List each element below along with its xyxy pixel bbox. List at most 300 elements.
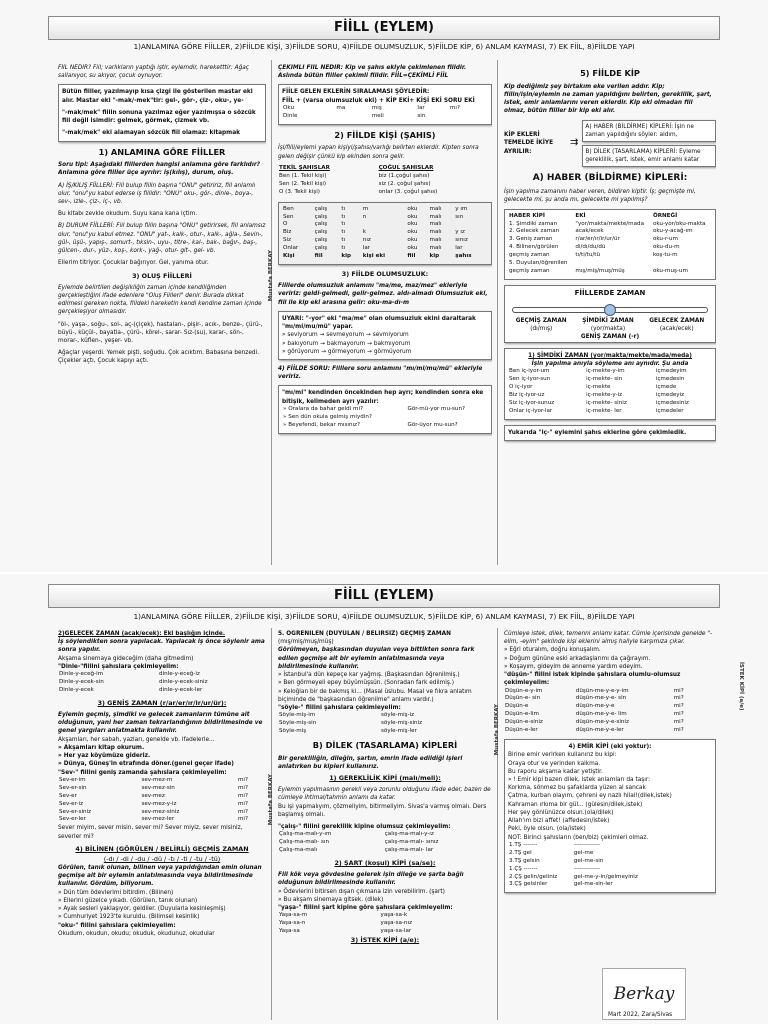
table-row: [508, 408, 712, 416]
table-cell: gel-me-y-in/gelmeyiniz: [573, 873, 638, 880]
emir-table: [508, 842, 658, 890]
table-row: [58, 785, 266, 793]
table-row: [278, 181, 492, 189]
table-cell: Düşün-e-lim: [505, 711, 539, 718]
table-cell: Sev-er-im: [59, 776, 86, 783]
table-cell: çalış: [314, 213, 328, 220]
istek-items: [504, 646, 716, 671]
list-item: » Bu akşam sinemaya gitsek. (dilek): [278, 896, 384, 903]
list-item: » İstanbul'a dün kepeçe kar yağmış. (Başkasından öğrenilmiş.): [278, 672, 460, 679]
table-cell: meli: [371, 112, 384, 119]
table-row: [278, 712, 492, 720]
table-cell: [407, 414, 488, 422]
table-cell: çalış-ma-malı- sınız: [384, 839, 439, 846]
example-text: Ağaçlar yeşerdi. Yemek pişti, soğudu. Çok acıktım. Babasına benzedi. Çiçekler açtı, Çocuk kapıyı açtı.: [58, 350, 260, 365]
table-cell: oku-y-acağ-ım: [652, 228, 693, 235]
table-cell: Oku: [283, 104, 295, 111]
sira-formula: FİİL + (varsa olumsuzluk eki) + KİP EKİ+ KİŞİ EKİ SORU EKİ: [282, 97, 475, 104]
table-cell: içmedeler: [655, 408, 684, 415]
simdiki-table: [508, 368, 712, 416]
sart-table: [278, 912, 492, 936]
istek-desc: Cümleye istek, dilek, temenni anlamı katar. Cümle içerisinde genelde "-elim, -eyim" şeklinde kişi eklerini almış haliyle karşımıza çıkar.: [504, 631, 713, 646]
list-item: Peki, öyle olsun. (ola/istek): [508, 826, 586, 833]
table-cell: Söyle-miş: [279, 728, 307, 735]
olus-list: "öl-, yaşa-, soğu-, sol-, aç-(çiçek), hastalan-, pişir-, acık-, benze-, çürü-, büyü-, küçül-, bayatla-, çürü-, körel-, sarar- Sız-(su), karar-, sön-, morar-, küflen-, yeşer- vb.: [58, 321, 263, 344]
table-cell: di/dı/du/dü: [575, 244, 606, 251]
table-cell: tı: [341, 221, 346, 228]
table-row: [282, 206, 488, 214]
table-row: [508, 874, 658, 882]
soru-desc: "mı/mi" kendinden öncekinden hep ayrı; kendinden sonra eke bitişik, kelimeden ayrı yazılır:: [282, 390, 484, 405]
table-row: [278, 920, 492, 928]
ogrenilen-table: [278, 712, 492, 736]
table-cell: [449, 113, 488, 121]
genis-desc: Eylemin geçmiş, şimdiki ve gelecek zamanların tümüne ait olduğunun, yani her zaman tekrarlandığının bildirilmesinde ve genel yargıları anlatmakta kullanılır.: [58, 712, 263, 735]
section-heading: 3) OLUŞ FİİLLERİ: [132, 271, 192, 280]
table-cell: oku-r-um: [652, 236, 678, 243]
table-cell: Söyle-miş-sin: [279, 720, 317, 727]
table-cell: Sev-er-sin: [59, 784, 87, 791]
kip-left: KİP EKLERİ TEMELDE İKİYE AYRILIR:: [504, 132, 554, 155]
arrow-icon: ⇉: [570, 137, 579, 149]
p1-column-3: [504, 64, 716, 564]
section-heading: 5) FİİLDE KİP: [580, 68, 640, 78]
zaman-label-name: ŞİMDİKİ ZAMAN: [582, 318, 634, 325]
table-cell: iç-mekte-y-iz: [586, 392, 623, 399]
table-cell: oku: [407, 245, 418, 252]
table-cell: malı: [429, 237, 442, 244]
table-cell: [454, 221, 488, 229]
table-cell: mi?: [673, 703, 684, 710]
list-item: » seviyorum → sevmeyorum → sevmiyorum: [282, 332, 409, 339]
table-cell: iç-mekte- ler: [586, 408, 622, 415]
zaman-labels: [508, 317, 712, 333]
list-item: » Ayak sesleri yaklaşıyor, geldiler. (Duyularla kesinleşmiş): [58, 906, 226, 913]
istek-title: 3) İSTEK KİPİ (a/e):: [350, 936, 420, 945]
zaman-label-name: GELECEK ZAMAN: [649, 318, 705, 325]
table-row: [508, 400, 712, 408]
soru-table: [282, 406, 488, 430]
section-heading: 3) FİİLDE OLUMSUZLUK:: [341, 270, 429, 279]
table-cell: lar: [455, 245, 463, 252]
table-cell: malı: [429, 205, 442, 212]
table-cell: düşün-me-y-e- lim: [575, 711, 627, 718]
table-cell: malı: [429, 221, 442, 228]
gelecek-title: 2)GELECEK ZAMAN (acak/ecek): Eki başlığın içinde.: [58, 631, 226, 637]
table-cell: Düşün-e: [505, 703, 529, 710]
list-item: » Eğri oturalım, doğru konuşalım.: [504, 647, 601, 654]
table-row: [504, 719, 694, 727]
table-cell: Dinle: [283, 112, 298, 119]
table-cell: [652, 260, 712, 268]
page-1-toc: 1)ANLAMINA GÖRE FİİLLER, 2)FİİLDE KİŞİ, 3)FİİLDE SORU, 4)FİİLDE OLUMSUZLUK, 5)FİİLDE KİP, 6) ANLAM KAYMASI, 7) EK FİİL, 8)FİİLDE YAPI: [133, 42, 635, 51]
page-2-toc: 1)ANLAMINA GÖRE FİİLLER, 2)FİİLDE KİŞİ, 3)FİİLDE SORU, 4)FİİLDE OLUMSUZLUK, 5)FİİLDE KİP, 6) ANLAM KAYMASI, 7) EK FİİL, 8)FİİLDE YAPI: [133, 612, 635, 621]
table-cell: [362, 221, 407, 229]
table-cell: malı: [429, 229, 442, 236]
mastar-text: Bütün fiiller, yazılmayıp kısa çizgi ile gösterilen mastar eki alır. Mastar eki "-mak/-mek"tir: gel-, gör-, çiz-, oku-, ye-: [62, 89, 253, 104]
table-cell: biz (1.çoğul şahıs): [378, 172, 430, 179]
table-row: [508, 384, 712, 392]
author-tag: Mustafa BERKAY: [268, 774, 274, 826]
list-item: » Dünya, Güneş'in etrafında döner.(genel geçer ifade): [58, 761, 234, 768]
sart-desc: Fiil kök veya gövdesine gelerek işin dileğe ve şarta bağlı olduğunun bildirilmesinde kullanılır.: [278, 872, 464, 887]
table-cell: Yaşa-sa: [279, 928, 300, 935]
table-row: [508, 866, 658, 874]
table-cell: Gör-mü-yor mu-sun?: [407, 405, 465, 412]
table-row: [58, 809, 266, 817]
table-cell: söyle-miş-ler: [380, 728, 417, 735]
p2-column-1: [58, 630, 266, 1022]
table-row: [278, 831, 492, 839]
istek-table: [504, 688, 694, 736]
bilinen-desc: Görülen, tanık olunan, bilinen veya yapıldığından emin olunan geçmişe ait bir eylemin anlatılmasında veya bildirilmesinde kullanılır. Gördüm, biliyorum.: [58, 865, 262, 888]
fiil-nedir: FİİL NEDİR? Fiil; varlıkların yaptığı iştir, eylemdir, hareketttir: Ağaç sallanıyor, su akıyor, çocuk oynuyor.: [58, 65, 249, 80]
table-cell: içmedesiniz: [655, 400, 689, 407]
example-text: Bu işi yapmalıyım, çözmeliyim, bitirmeliyim. Sivas'a varmış olmalı. Ders başlamış olmalı.: [278, 803, 487, 818]
example-text: Ellerim titriyor. Çocuklar bağırıyor. Gel, yanıma otur.: [58, 260, 209, 267]
emir-box: [504, 739, 716, 893]
table-row: [282, 229, 488, 237]
table-cell: çalış: [314, 245, 328, 252]
table-cell: Siz iç-iyor-sunuz: [509, 400, 555, 407]
sira-box: [278, 84, 492, 124]
table-row: [282, 105, 488, 113]
table-cell: oku: [407, 229, 418, 236]
kip-a: A) HABER (BİLDİRME) KİPLERİ: İşin ne zaman yapıldığını söyler: aldım,: [582, 120, 716, 142]
mastar-box: [58, 84, 266, 141]
table-cell: düşün-me-y-e-siniz: [575, 719, 629, 726]
table-cell: "yor/makta/mekte/mada: [575, 220, 645, 227]
table-cell: çalış: [314, 205, 328, 212]
table-cell: mi?: [237, 792, 248, 799]
table-cell: çalış: [314, 221, 328, 228]
cekimli-fiil: ÇEKİMLİ FİİL NEDİR: Kip ve şahıs ekiyle çekimlenen fiildir. Aslında bütün fiiller çekimli fiildir. FİİL=ÇEKİMLİ FİİL: [278, 65, 467, 80]
table-row: [508, 392, 712, 400]
table-cell: sın: [455, 213, 464, 220]
section-heading: 2) FİİLDE KİŞİ (ŞAHIS): [334, 129, 436, 140]
table-row: [58, 679, 266, 687]
simdiki-title: 1) ŞİMDİKİ ZAMAN (yor/makta/mekte/mada/meda): [528, 353, 692, 360]
table-row: [282, 113, 488, 121]
table-cell: 1.ÇŞ -------: [509, 865, 538, 872]
table-cell: oku: [407, 237, 418, 244]
table-row: [508, 268, 712, 276]
table-cell: 5. Duyulan/öğrenilen: [509, 260, 568, 267]
sart-title: 2) ŞART (koşul) KİPİ (sa/se):: [334, 859, 436, 868]
table-cell: mi?: [237, 808, 248, 815]
table-row: [278, 912, 492, 920]
table-cell: lar: [362, 245, 371, 252]
table-cell: yaşa-sa-nız: [380, 920, 413, 927]
table-cell: dinle-y-ecek-siniz: [159, 679, 208, 686]
table-cell: Sev-er-iz: [59, 800, 84, 807]
table-cell: tı: [341, 205, 346, 212]
zaman-label-ek: (acak/ecek): [659, 326, 694, 333]
table-cell: Gör-üyor mu-sun?: [407, 421, 458, 428]
table-row: [278, 720, 492, 728]
ogrenilen-desc: Görülmeyen, başkasından duyulan veya bittikten sonra fark edilen geçmişe ait bir eylemin anlatılmasında veya bildirilmesinde kullanılır.: [278, 647, 475, 670]
zaman-label: [649, 317, 704, 333]
table-cell: mi?: [673, 727, 684, 734]
table-cell: 1.TŞ -------: [509, 841, 538, 848]
table-cell: Düşün-e-siniz: [505, 719, 543, 726]
simdiki-box: [504, 348, 716, 420]
list-item: Oraya otur ve yerinden kalkma.: [508, 760, 601, 767]
table-cell: tı: [341, 213, 346, 220]
kisi-desc: İşi/fiili/eylemi yapan kişiyi/şahısı/varlığı belirten eklerdir. Kipten sonra gelen değişir çünkü kip ekinden sonra gelir.: [278, 145, 479, 160]
table-row: [58, 671, 266, 679]
list-item: » Doğum gününe eski arkadaşlarımı da çağırayım.: [504, 655, 651, 662]
cekim-sub: "söyle-" fiilini şahıslara çekimleyelim:: [278, 704, 401, 711]
gereklilik-title: 1) GEREKLİLİK KİPİ (malı/meli):: [329, 774, 441, 783]
table-cell: çalış: [314, 229, 328, 236]
table-cell: nız: [362, 237, 371, 244]
table-cell: Dinle-y-ecek: [59, 686, 94, 693]
table-row: [278, 728, 492, 736]
list-item: Kahraman ırkıma bir gül... (gülesin/dilek,istek): [508, 801, 643, 808]
sira-table: [282, 105, 488, 121]
table-cell: Sev-er-ler: [59, 816, 86, 823]
th: HABER KİPİ: [509, 212, 545, 219]
table-cell: içmede: [655, 384, 677, 391]
table-cell: Düşün-e- sin: [505, 695, 541, 702]
example-text: Akşama sinemaya gideceğim (daha gitmedim): [58, 655, 194, 662]
gelecek-desc: İş söylendikten sonra yapılacak. Yapılacak iş önce söylenir ama sonra yapılır.: [58, 639, 265, 654]
table-cell: iç-mekte-y-im: [586, 368, 625, 375]
cekim-sub: "Dinle-"fiilini şahıslara çekimleyelim:: [58, 663, 179, 670]
table-cell: r/ar/er/ır/ir/ur/ür: [575, 236, 620, 243]
mastar-text: "-mak/mek" eki alamayan sözcük fiil olamaz: kitapmak: [62, 130, 240, 137]
table-cell: sınız: [455, 237, 468, 244]
genis-table: [58, 777, 266, 825]
simdiki-desc: İşin yapılma anıyla söyleme anı aynıdır. Şu anda: [531, 361, 689, 368]
th: ÇOĞUL ŞAHISLAR: [378, 164, 434, 171]
table-cell: Sen iç-iyor-sun: [509, 376, 551, 383]
table-cell: koş-tu-m: [652, 252, 678, 259]
kip-desc: Kip dediğimiz şey birtakım eke verilen addır. Kip; fiilin/işin/eylemin ne zaman yapıldığını belirten, gereklilik, şart, istek, emir anlamlarını veren eklerdir. Kip eki olmadan fiil olmaz, bütün fiiller bir kip eki alır.: [504, 83, 712, 115]
table-cell: mi?: [237, 776, 248, 783]
table-row: [504, 703, 694, 711]
table-cell: dinle-y-ecek-ler: [159, 686, 203, 693]
table-cell: düşün-me-y-e- sin: [575, 695, 627, 702]
gelecek-table: [58, 671, 266, 695]
table-cell: oku-muş-um: [652, 268, 688, 275]
table-cell: çalış-ma-malı- lar: [384, 847, 434, 854]
table-cell: geçmiş zaman: [509, 252, 550, 259]
table-cell: 3.ÇŞ gelsinler: [509, 881, 548, 888]
page-1-title: FİİLL (EYLEM): [48, 16, 720, 40]
table-cell: Dinle-y-ecek-sin: [59, 679, 104, 686]
table-cell: Dinle-y-eceğ-im: [59, 671, 104, 678]
ogrenilen-title: 5. ÖĞRENİLEN (DUYULAN / BELİRSİZ) GEÇMİŞ ZAMAN: [278, 631, 451, 637]
list-item: Her şey gönlünüzce olsun.(ola/dilek): [508, 809, 614, 816]
table-cell: sev-mez-siniz: [141, 808, 180, 815]
table-cell: Düşün-e-ler: [505, 727, 538, 734]
table-cell: 2.TŞ gel: [509, 849, 532, 856]
mastar-text: "-mak/mek" fiilin sonuna yazılmaz eğer yazılmışsa o sözcük fiil değil isimdir: gelmek, görmek, çizmek vb.: [62, 109, 256, 125]
table-cell: Sen (2. Tekil kişi): [279, 180, 327, 187]
table-cell: sev-mez-ler: [141, 816, 175, 823]
table-row: [504, 727, 694, 735]
table-cell: y ım: [455, 205, 468, 212]
col-divider: [271, 60, 272, 565]
table-cell: gel-me-sin: [573, 857, 604, 864]
table-cell: sev-mez: [141, 792, 165, 799]
table-cell: mi?: [673, 687, 684, 694]
haber-table: [508, 213, 712, 277]
list-item: Çatma, kurban olayım, çehreni ey nazlı hilal!(dilek,istek): [508, 793, 672, 800]
table-cell: siz (2. çoğul şahıs): [378, 180, 431, 187]
table-cell: mış: [371, 104, 382, 111]
table-cell: tı: [341, 229, 346, 236]
table-cell: O: [283, 221, 288, 228]
table-cell: gel-me: [573, 849, 594, 856]
table-cell: içmedeyim: [655, 368, 687, 375]
emir-title: 4) EMİR KİPİ (eki yoktur):: [568, 744, 652, 751]
table-cell: kişi eki: [362, 253, 386, 260]
table-cell: Söyle-miş-im: [279, 712, 316, 719]
table-cell: 3. Geniş zaman: [509, 236, 553, 243]
table-row: [504, 688, 694, 696]
table-row: [508, 881, 658, 889]
uyari-title: UYARI: "-yor" eki "ma/me" olan olumsuzluk ekini daraltarak "mı/mi/mu/mü" yapar.: [282, 315, 476, 331]
list-item: » Keloğlan bir de bakmış ki... (Masal üslubu. Masal ve fıkra anlatım biçiminde de "başkasından öğrenilme" anlamı vardır.): [278, 688, 472, 703]
sira-title: FİİLE GELEN EKLERİN SIRALAMASI ŞÖYLEDİR:: [282, 89, 430, 96]
table-cell: ma: [336, 104, 346, 111]
table-cell: dinle-y-eceğ-iz: [159, 671, 200, 678]
table-cell: Çalış-ma-malı- sın: [279, 839, 330, 846]
table-cell: söyle-miş-siniz: [380, 720, 423, 727]
table-row: [58, 801, 266, 809]
cekim-sub: "Sev-" fiilini geniş zamanda şahıslara çekimleyelim:: [58, 769, 227, 776]
section-heading: 3) GENİŞ ZAMAN (r/ar/er/ır/ir/ur/ür):: [97, 698, 227, 707]
page-2: [0, 574, 768, 1024]
table-row: [508, 858, 658, 866]
zaman-label-name: GEÇMİŞ ZAMAN: [515, 318, 567, 325]
table-cell: m: [362, 205, 369, 212]
table-cell: oku: [407, 221, 418, 228]
list-item: Korkma, sönmez bu şafaklarda yüzen al sancak: [508, 785, 646, 792]
table-cell: n: [362, 213, 367, 220]
table-cell: içmedesin: [655, 376, 685, 383]
table-cell: düşün-me-y-e-ler: [575, 727, 624, 734]
list-item: » Dün tüm ödevlerimi bitirdim. (Bilinen): [58, 889, 174, 896]
zaman-label: [516, 317, 567, 333]
table-cell: söyle-miş-iz: [380, 712, 415, 719]
genis-zaman: GENİŞ ZAMAN (-r): [580, 333, 640, 340]
genis-items: [58, 744, 266, 769]
table-cell: mi?: [673, 711, 684, 718]
table-cell: düşün-me-y-e: [575, 703, 615, 710]
table-cell: » Beyefendi, bekar mısınız?: [283, 421, 360, 428]
istek-side-tag: İSTEK KİPİ (a/e): [738, 662, 744, 711]
date-text: Mart 2022, Zara/Sivas: [608, 1012, 673, 1018]
list-item: » Akşamları kitap okurum.: [58, 744, 145, 751]
question-text: Soru tipi: Aşağıdaki fiillerden hangisi anlamına göre farklıdır? Anlamına göre fiiller üçe ayrılır: iş(kılış), durum, oluş.: [58, 162, 261, 177]
table-row: [282, 253, 488, 261]
table-cell: malı: [429, 245, 442, 252]
table-cell: -------------: [573, 841, 601, 848]
durum-fiilleri: B) DURUM FİİLLERİ: Fiil bulup fiilin başına "ONU" getirirsek, fiil anlamsız olur, "onu"yu kabul etmez. "ONU" yat-, kalk-, otur-, kalk-, ağla-, Sevin-, gül-, üşü-, yapış-, somurt-, tıksin-, uyu-, titre-, kal-, bak-, bağır-, baş-, gülcen-, dur-, yüz-, koş-, kork-, yağ-, otur- git-, gel- vb.: [58, 223, 266, 255]
table-cell: Sev-er-siniz: [59, 808, 92, 815]
table-row: [278, 839, 492, 847]
table-cell: mi?: [237, 784, 248, 791]
now-dot-icon: [604, 304, 616, 316]
table-cell: düşün-me-y-e-y-im: [575, 687, 629, 694]
bilinen-ek: (-dı / -di / -du / -dü / -tı / -ti / -tu / -tü): [103, 854, 221, 863]
list-item: NOT: Birinci şahısların (ben/biz) çekimleri olmaz.: [508, 834, 649, 841]
table-cell: 3.TŞ gelsin: [509, 857, 540, 864]
table-row: [58, 777, 266, 785]
page-2-title: FİİLL (EYLEM): [48, 584, 720, 608]
table-cell: Biz: [283, 229, 292, 236]
table-cell: Ben iç-iyor-um: [509, 368, 550, 375]
col-divider: [497, 628, 498, 1020]
table-cell: Yaşa-sa-m: [279, 912, 308, 919]
table-cell: fiil: [314, 253, 323, 260]
zaman-label-ek: (dı/mış): [530, 326, 553, 333]
table-cell: » Sen dün okula gelmiş miydin?: [283, 413, 372, 420]
list-item: » Her yaz köyümüze gideriz.: [58, 753, 151, 760]
table-row: [282, 406, 488, 414]
ogrenilen-ek: (mış/miş/muş/müş): [278, 639, 334, 646]
table-cell: [574, 260, 652, 268]
table-cell: oku-yor/oku-makta: [652, 220, 706, 227]
table-cell: mı?: [449, 104, 460, 111]
p1-column-2: [278, 64, 492, 564]
list-item: » bakıyorum → bakmayorum → bakmıyorum: [282, 340, 411, 347]
col-divider: [497, 60, 498, 565]
p1-column-1: [58, 64, 266, 564]
section-heading: 4) BİLİNEN (GÖRÜLEN / BELİRLİ) GEÇMİŞ ZAMAN: [75, 844, 249, 853]
table-cell: çalış: [314, 237, 328, 244]
table-cell: -------------: [573, 865, 601, 872]
table-row: [58, 687, 266, 695]
table-cell: kip: [341, 253, 352, 260]
table-row: [508, 244, 712, 252]
kip-b: B) DİLEK (TASARLAMA) KİPLERİ: Eyleme gereklilik, şart, istek, emir anlamı katar: [582, 145, 716, 167]
table-cell: Sen: [283, 213, 294, 220]
haber-box: [504, 209, 716, 281]
table-cell: Çalış-ma-malı-y-ım: [279, 831, 332, 838]
table-row: [508, 228, 712, 236]
table-cell: tı/ti/tu/tü: [575, 252, 601, 259]
table-cell: sev-mez-sin: [141, 784, 175, 791]
table-cell: [335, 113, 370, 121]
table-cell: mi?: [673, 695, 684, 702]
table-cell: 2.ÇŞ gelin/geliniz: [509, 873, 558, 880]
table-cell: Düşün-e-y-im: [505, 687, 543, 694]
cekim-sub: "çalış-" fiilini gereklilik kipine olumsuz çekimleyelim:: [278, 824, 451, 831]
table-cell: geçmiş zaman: [509, 268, 550, 275]
table-cell: Onlar iç-iyor-lar: [509, 408, 553, 415]
table-cell: Onlar: [283, 245, 299, 252]
table-row: [508, 236, 712, 244]
author-tag: Mustafa BERKAY: [268, 250, 274, 302]
table-row: [278, 928, 492, 936]
signature: Berkay: [613, 983, 675, 1004]
haber-desc: İşin yapılma zamanını haber veren, bildiren kiptir. İş; geçmişte mi, gelecekte mi, şu anda mı, gelecekte mi yapılmış?: [504, 189, 696, 204]
gereklilik-desc: Eylemin yapılmasının gerekli veya zorunlu olduğunu ifade eder, bazen de cümleye ihtimal/tahmin anlamı da katar.: [278, 787, 491, 802]
dilek-desc: Bir gerekliliğin, dileğin, şartın, emrin ifade edildiği işleri anlatırken bu kipleri kullanırız.: [278, 755, 463, 770]
table-cell: oku: [407, 213, 418, 220]
table-cell: y ız: [455, 229, 465, 236]
th: ÖRNEĞİ: [652, 212, 678, 219]
simdiki-note: Yukarıda "iç-" eylemini şahıs eklerine göre çekimledik.: [504, 425, 716, 441]
table-cell: iç-mekte- siniz: [586, 400, 627, 407]
timeline: [508, 299, 712, 339]
bilinen-items: [58, 889, 266, 922]
